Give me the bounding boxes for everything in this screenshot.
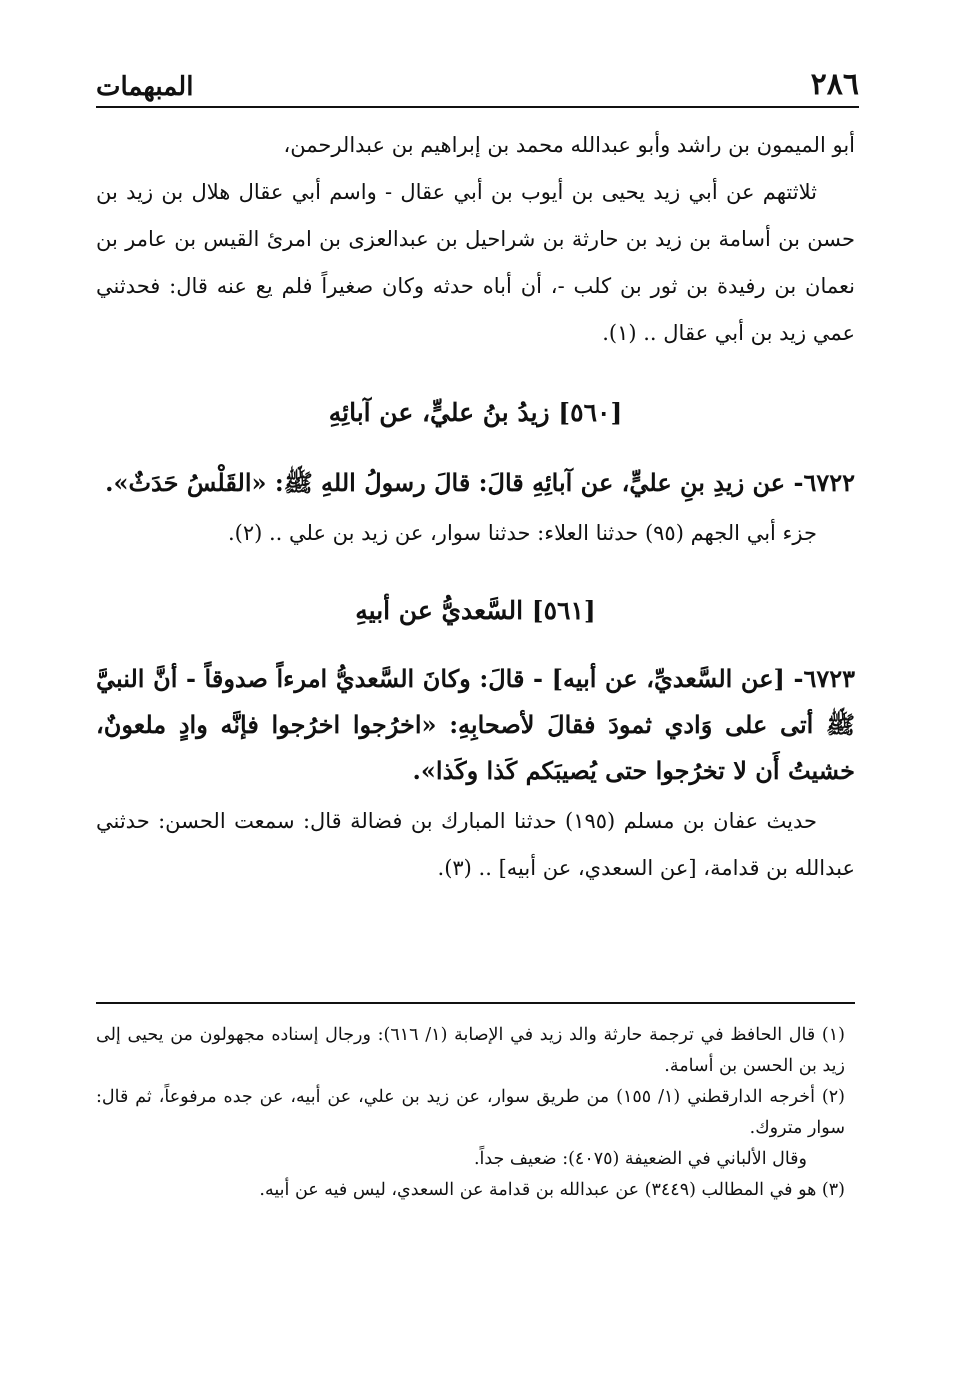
paragraph-narrators: ثلاثتهم عن أبي زيد يحيى بن أيوب بن أبي عقال - واسم أبي عقال هلال بن زيد بن حسن بن أسامة بن زيد بن حارثة بن شراحيل بن عبدالعزى بن امرئ القيس بن عامر بن نعمان بن رفيدة بن ثور بن كلب -، أن أباه حدثه وكان صغيراً فلم يع عنه قال: فحدثني عمي زيد بن أبي عقال .. (١). — [96, 180, 855, 345]
main-text — [96, 122, 855, 892]
page-number: ٢٨٦ — [810, 67, 859, 102]
section-heading-560: [٥٦٠] زيدُ بنُ عليٍّ، عن آبائِهِ — [328, 398, 623, 427]
section-heading-561: [٥٦١] السَّعديُّ عن أبيهِ — [355, 596, 596, 625]
hadith-6722-source: جزء أبي الجهم (٩٥) حدثنا العلاء: حدثنا سوار، عن زيد بن علي .. (٢). — [227, 521, 817, 545]
footnote-2: (٢) أخرجه الدارقطني (١/ ١٥٥) من طريق سوار، عن زيد بن علي، عن أبيه، عن جده مرفوعاً، ثم قال: سوار متروك. — [96, 1087, 845, 1138]
hadith-6722: ٦٧٢٢- عن زيدِ بنِ عليٍّ، عن آبائِهِ قالَ: قالَ رسولُ اللهِ ﷺ: «القَلْسُ حَدَثٌ». — [105, 468, 855, 497]
footnote-1: (١) قال الحافظ في ترجمة حارثة والد زيد في الإصابة (١/ ٦١٦): ورجال إسناده مجهولون من يحيى إلى زيد بن الحسن بن أسامة. — [96, 1025, 845, 1076]
footnotes — [96, 1020, 845, 1206]
running-header — [96, 62, 859, 108]
paragraph-isnad-continuation: أبو الميمون بن راشد وأبو عبدالله محمد بن إبراهيم بن عبدالرحمن، — [283, 133, 855, 157]
hadith-6723: ٦٧٢٣- [عن السَّعديِّ، عن أبيه] - قالَ: وكانَ السَّعديُّ امرءاً صدوقاً - أنَّ النبيَّ ﷺ أتى على وَادي ثمودَ فقالَ لأصحابِهِ: «اخرُجوا اخرُجوا فإنَّه وادٍ ملعونٌ، خشيتُ أَن لا تخرُجوا حتى يُصيبَكم كَذا وكَذا». — [96, 664, 855, 785]
hadith-6723-source: حديث عفان بن مسلم (١٩٥) حدثنا المبارك بن فضالة قال: سمعت الحسن: حدثني عبدالله بن قدامة، [عن السعدي، عن أبيه] .. (٣). — [96, 809, 855, 880]
footnote-3: (٣) هو في المطالب (٣٤٤٩) عن عبدالله بن قدامة عن السعدي، ليس فيه عن أبيه. — [259, 1180, 845, 1200]
footnote-2-continuation: وقال الألباني في الضعيفة (٤٠٧٥): ضعيف جداً. — [473, 1149, 807, 1169]
footnote-separator — [96, 1002, 855, 1004]
running-title: المبهمات — [96, 72, 194, 102]
